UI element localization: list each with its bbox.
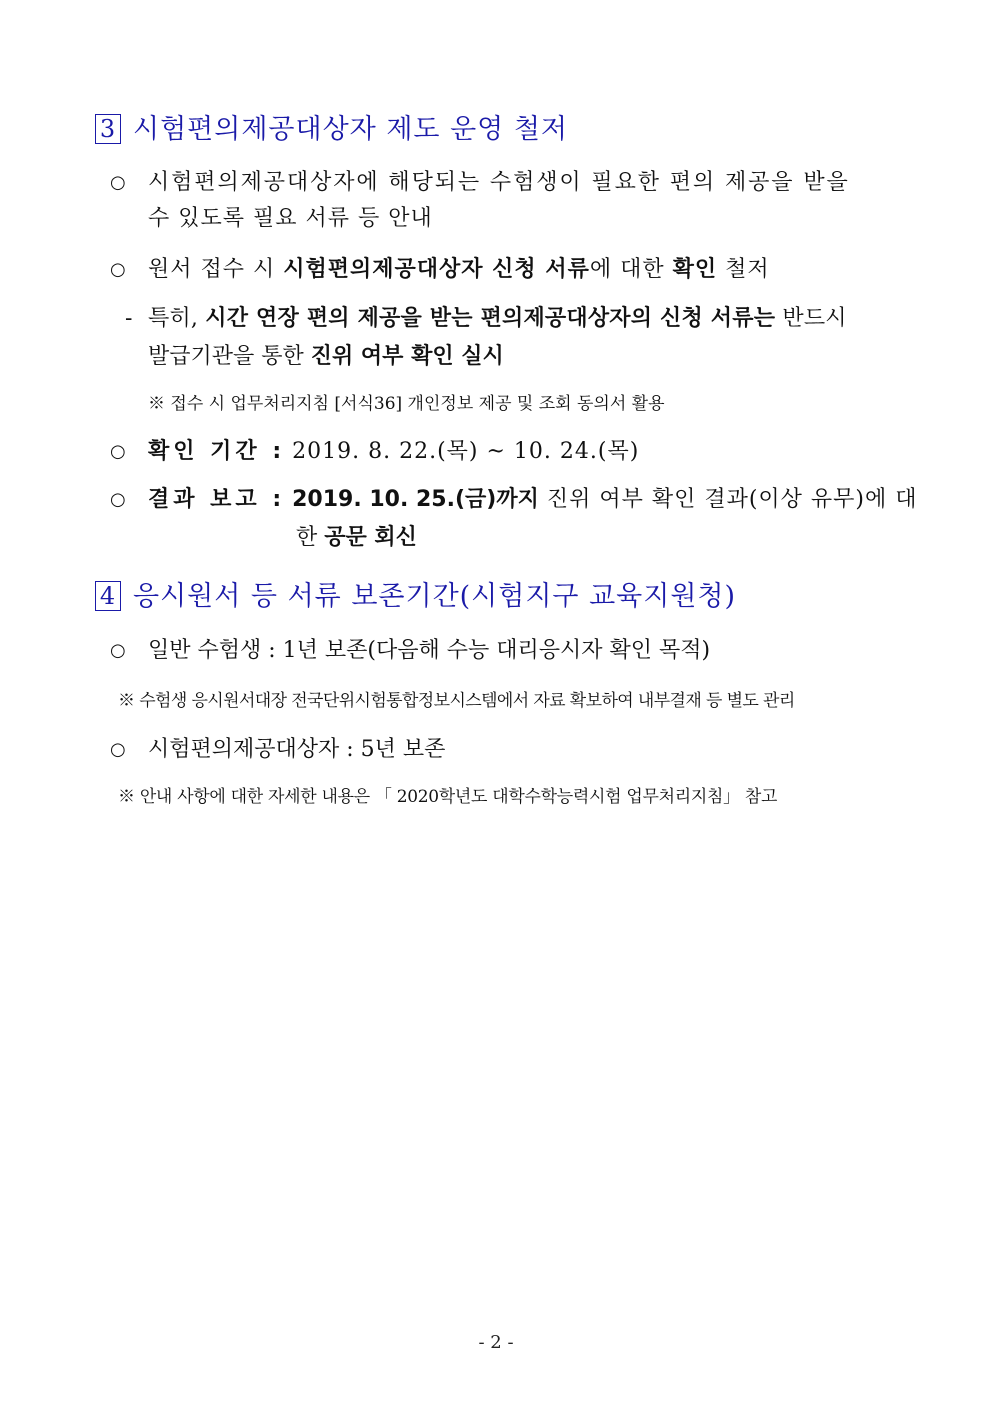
s3-item2-mid: 에 대한 [589, 257, 673, 282]
s4-note2 [118, 784, 777, 810]
bullet-circle: ○ [110, 441, 126, 462]
s4-item1: 일반 수험생 : 1년 보존(다음해 수능 대리응시자 확인 목적) [148, 638, 711, 663]
s3-note1-text: 접수 시 업무처리지침 [서식36] 개인정보 제공 및 조회 동의서 활용 [170, 394, 665, 414]
s3-item3 [148, 437, 639, 467]
note-mark: ※ [118, 787, 135, 807]
note-mark: ※ [148, 394, 165, 414]
bullet-circle: ○ [110, 489, 126, 510]
s3-sub-bold: 시간 연장 편의 제공을 받는 편의제공대상자의 신청 서류는 [205, 306, 776, 331]
note-mark: ※ [118, 691, 135, 711]
s3-item4-line1 [148, 485, 918, 515]
s3-item2-bold2: 확인 [672, 257, 718, 282]
section-4-number: 4 [95, 581, 121, 611]
s3-item3-value: 2019. 8. 22.(목) ~ 10. 24.(목) [292, 439, 640, 464]
bullet-circle: ○ [110, 739, 126, 760]
s3-item2-pre: 원서 접수 시 [148, 257, 284, 282]
s4-item2: 시험편의제공대상자 : 5년 보존 [148, 737, 446, 762]
s3-sub-post: 반드시 [775, 306, 847, 331]
section-3-title: 시험편의제공대상자 제도 운영 철저 [133, 114, 568, 145]
s3-item4-label: 결과 보고 : [148, 487, 286, 512]
page-number: - 2 - [478, 1332, 514, 1353]
s3-item4-line2-pre: 한 [296, 525, 325, 550]
s3-item2-post: 철저 [717, 257, 770, 282]
s4-note1-text: 수험생 응시원서대장 전국단위시험통합정보시스템에서 자료 확보하여 내부결재 등 별도 관리 [139, 691, 795, 711]
s3-sub-line2-bold: 진위 여부 확인 실시 [310, 344, 504, 369]
bullet-circle: ○ [110, 172, 126, 193]
section-3-number: 3 [95, 114, 121, 144]
s3-item3-label: 확인 기간 : [148, 439, 286, 464]
section-3-heading [95, 113, 568, 147]
bullet-circle: ○ [110, 259, 126, 280]
section-4-heading [95, 580, 736, 614]
s3-sub-line2-pre: 발급기관을 통한 [148, 344, 311, 369]
s4-note1 [118, 688, 795, 714]
s3-item4-bold: 2019. 10. 25.(금)까지 [292, 487, 539, 512]
s3-item1-line2: 수 있도록 필요 서류 등 안내 [148, 206, 433, 231]
section-4-title: 응시원서 등 서류 보존기간(시험지구 교육지원청) [133, 581, 737, 612]
s3-item4-post: 진위 여부 확인 결과(이상 유무)에 대 [538, 487, 918, 512]
s4-note2-text: 안내 사항에 대한 자세한 내용은 「 2020학년도 대학수학능력시험 업무처리지침」 참고 [139, 787, 778, 807]
bullet-circle: ○ [110, 640, 126, 661]
s3-item4-line2-bold: 공문 회신 [324, 525, 417, 550]
s3-item2-bold: 시험편의제공대상자 신청 서류 [283, 257, 590, 282]
s3-sub-line1 [148, 304, 847, 334]
s3-sub-pre: 특히, [148, 306, 206, 331]
s3-item1-line1: 시험편의제공대상자에 해당되는 수험생이 필요한 편의 제공을 받을 [148, 170, 850, 195]
s3-item4-line2 [296, 523, 417, 553]
sub-dash: - [125, 306, 133, 331]
s3-note1 [148, 391, 665, 417]
s3-item2 [148, 255, 770, 285]
s3-sub-line2 [148, 342, 504, 372]
